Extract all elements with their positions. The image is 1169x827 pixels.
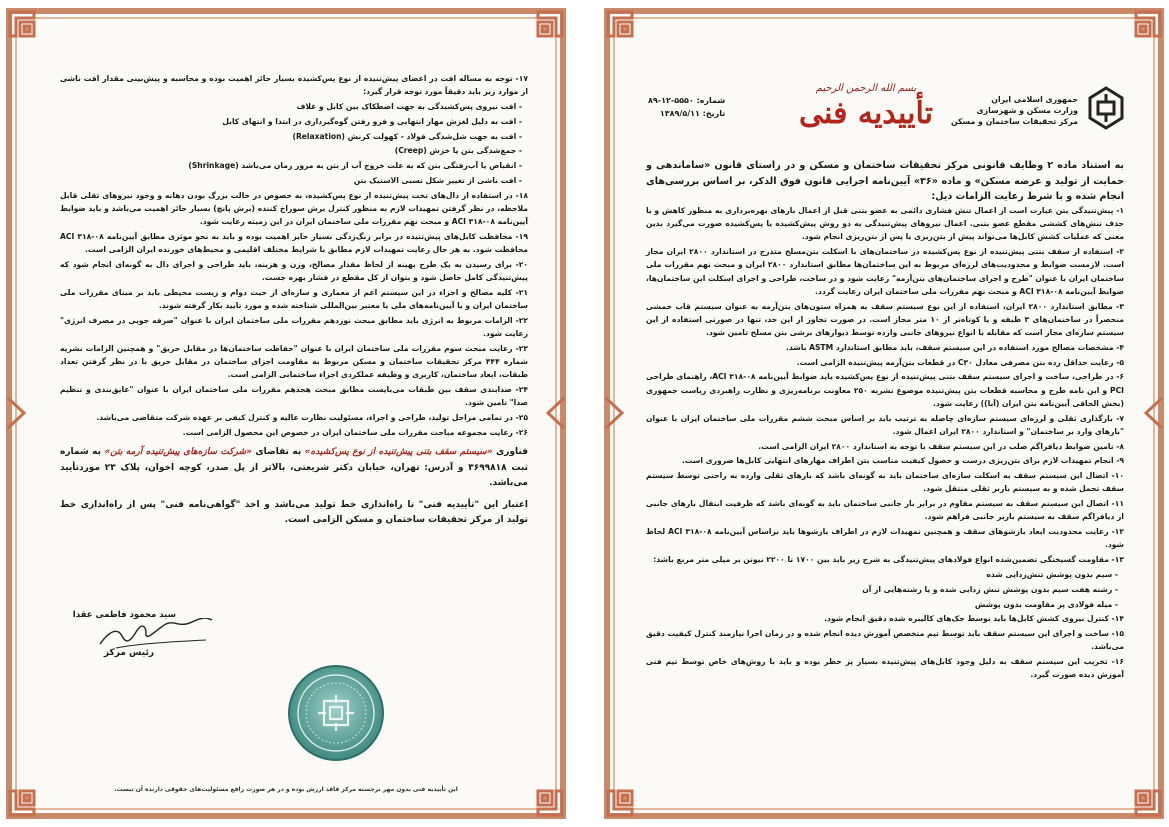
requirement-item: ۲۳- رعایت مبحث سوم مقررات ملی ساختمان ایران با عنوان "حفاظت ساختمان‌ها در مقابل حریق" و همچنین الزامات نشریه شماره ۴۴۴ مرکز تحقیقات ساختمان و مسکن مربوط به مقاومت اجزای ساختمان در مقابل حریق با در نظر گرفتن تعداد طبقات، ابعاد ساختمان، کاربری و وظیفه عملکردی اجزاء ساختمانی الزامی است.	[60, 343, 528, 380]
product-name: «سیستم سقف بتنی پیش‌تنیده از نوع پس‌کشیده»	[304, 447, 493, 458]
document-number: شماره: ۵۵۵۰-۱۲-۸۹	[648, 96, 726, 105]
footnote: این تأییدیه فنی بدون مهر برجسته مرکز فاقد ارزش بوده و در هر صورت رافع مسئولیت‌های حقوقی دارنده آن نیست.	[114, 786, 458, 793]
requirement-item: ۹- انجام تمهیدات لازم برای بتن‌ریزی درست و حصول کیفیت مناسب بتن اطراف مهارهای انتهایی کابل‌ها ضروری است.	[681, 456, 1124, 466]
requirement-item: ۱۷- توجه به مساله افت در اعضای پیش‌تنیده از نوع پس‌کشیده بسیار حائز اهمیت بوده و محاسبه و پیش‌بینی مقدار افت ناشی از موارد زیر باید دقیقاً مورد توجه قرار گیرد:	[60, 74, 528, 97]
company-name: «شرکت سازه‌های پیش‌تنیده آرمه بتن»	[104, 447, 252, 458]
corner-ornament-icon	[1118, 8, 1164, 54]
requirement-item: ۷- بارگذاری ثقلی و لرزه‌ای سیستم سازه‌ای چاصله به ترتیب باید بر اساس مبحث ششم مقررات ملی ساختمان ایران با عنوان "بارهای وارد بر ساختمان" و استاندارد ۲۸۰۰ ایران اعمال شود.	[646, 413, 1124, 436]
side-ornament-icon	[604, 396, 626, 430]
requirement-item: ۲۰- برای رسیدن به یک طرح بهینه از لحاظ مقدار مصالح، وزن و هزینه، باید طراحی و اجرای دال به گونه‌ای انجام شود که پیش‌تنیدگی کامل حاصل شود و بتوان از کل مقطع در فشار بهره جست.	[60, 259, 528, 283]
requirement-item: ۲۵- در تمامی مراحل تولید، طراحی و اجراء، مسئولیت نظارت عالیه و کنترل کیفی بر عهده شرکت متقاضی می‌باشد.	[96, 413, 528, 423]
embossed-seal-icon	[286, 663, 386, 763]
corner-ornament-icon	[604, 773, 650, 819]
requirement-subitem: - انقباض یا آب‌رفتگی بتن که به علت خروج آب از بتن به مرور زمان می‌باشد (Shrinkage)	[188, 161, 522, 171]
requirements-list	[646, 204, 1124, 683]
requirement-item: ۱- پیش‌تنیدگی بتن عبارت است از اعمال تنش فشاری دائمی به عضو بتنی قبل از اعمال بارهای بهره‌برداری به منظور کاهش و یا حذف تنش‌های کششی مقطع عضو بتنی. اعمال نیروهای پیش‌تنیدگی به دو روش پیش‌کشیده یا پس‌کشیده صورت می‌گیرد بدین معنی که عملیات کشش کابل‌ها می‌تواند پیش از بتن‌ریزی یا پس از بتن‌ریزی انجام شود.	[646, 206, 1124, 242]
side-ornament-icon	[544, 396, 566, 430]
side-ornament-icon	[6, 396, 28, 430]
corner-ornament-icon	[604, 8, 650, 54]
requirement-item: ۱۳- مقاومت گسیختگی تضمین‌شده انواع فولادهای پیش‌تنیدگی به شرح زیر باید بین ۱۷۰۰ تا ۲۲۰۰ نیوتن بر میلی متر مربع باشد:	[653, 555, 1124, 565]
org-line: وزارت مسکن و شهرسازی	[976, 106, 1078, 115]
requirement-item: ۶- در طراحی، ساخت و اجرای سیستم سقف بتنی پیش‌تنیده از نوع پس‌کشیده باید ضوابط آیین‌نامه ACI ۳۱۸-۰۸، راهنمای طراحی PCI و این نامه طرح و محاسبه قطعات بتن پیش‌تنیده موضوع نشریه ۲۵۰ معاونت برنامه‌ریزی و نظارت راهبردی ریاست جمهوری (بخش الحاقی آیین‌نامه بتن ایران (آبا)) رعایت شود.	[646, 372, 1124, 408]
corner-ornament-icon	[520, 8, 566, 54]
requirement-item: ۲- استفاده از سقف بتنی پیش‌تنیده از نوع پس‌کشیده در ساختمان‌های با اسکلت بتن‌مسلح متدرج در استاندارد ۲۸۰۰ ایران مجاز است. لازمست ضوابط و محدودیت‌های لرزه‌ای مربوط به این ساختمان‌ها مطابق استاندارد ۲۸۰۰ ایران و مبحث نهم مقررات ملی ساختمان ایران با عنوان "طرح و اجرای ساختمان‌های بتن‌آرمه" رعایت شود و در ساخت، طراحی و اجرای اسکلت این ساختمان‌ها، ضوابط آیین‌نامه ACI ۳۱۸-۰۸ و مبحث نهم مقررات ملی ساختمان ایران رعایت گردد.	[646, 247, 1125, 296]
requirement-subitem: - افت نیروی پس‌کشیدگی به جهت اصطکاک بین کابل و غلاف	[296, 102, 522, 111]
requirement-item: ۲۱- کلیه مصالح و اجزاء در این سیستم اعم از معماری و سازه‌ای از حیث دوام و زیست محیطی باید بر مبنای مقررات ملی ساختمان ایران و یا آیین‌نامه‌های ملی یا معتبر بین‌المللی شناخته شده و مورد تایید بکار گرفته شوند.	[60, 287, 528, 311]
document-page-1	[604, 8, 1164, 819]
requirement-subitem: - میله فولادی پر مقاومت بدون پوشش	[974, 599, 1118, 609]
requirement-item: ۱۴- کنترل نیروی کشش کابل‌ها باید توسط جک‌های کالیبره شده دقیق انجام شود.	[824, 614, 1124, 624]
document-date: تاریخ: ۱۳۸۹/۵/۱۱	[659, 109, 726, 118]
product-details: به شماره ثبت ۳۶۹۹۸۱۸ و آدرس: تهران، خیابان دکتر شریعتی، بالاتر از پل صدر، کوچه اخوان، پلاک ۲۳ موردتأیید می‌باشد.	[60, 447, 528, 489]
corner-ornament-icon	[1118, 773, 1164, 819]
corner-ornament-icon	[6, 8, 52, 54]
signer-name: سید محمود فاطمی عقدا	[72, 610, 176, 620]
document-page-2	[6, 8, 566, 819]
requirement-item: ۸- تامین ضوابط دیافراگم صلب در این سیستم سقف با توجه به استاندارد ۲۸۰۰ ایران الزامی است.	[758, 441, 1124, 451]
requirement-subitem: - افت به دلیل لغزش مهار انتهایی و فرو رفتن گوه‌گیرداری در ابتدا و انتهای کابل	[222, 116, 522, 126]
requirement-item: ۱۱- اتصال این سیستم سقف به سیستم مقاوم در برابر بار جانبی ساختمان باید به گونه‌ای باشد که ظرفیت انتقال بارهای جانبی از دیافراگم سقف به سیستم باربر جانبی فراهم شود.	[646, 499, 1124, 522]
corner-ornament-icon	[6, 773, 52, 819]
requirements-continued	[60, 72, 528, 530]
basmala: بسم الله الرحمن الرحیم	[815, 83, 917, 94]
document-meta	[648, 94, 725, 120]
requirement-item: ۱۸- در استفاده از دال‌های تخت پیش‌تنیده از نوع پس‌کشیده، به خصوص در حالت بزرگ بودن دهانه و وجود نیروهای ثقلی قابل ملاحظه، در نظر گرفتن تمهیدات لازم به منظور کنترل برش سوراخ کننده (برش پانچ) بسیار حائز اهمیت می‌باشد و باید ضوابط آیین‌نامه ACI ۳۱۸-۰۸ و مبحث نهم مقررات ملی ساختمان ایران در این زمینه رعایت شود.	[60, 190, 528, 227]
corner-ornament-icon	[520, 773, 566, 819]
intro-paragraph: به استناد ماده ۲ وظایف قانونی مرکز تحقیقات ساختمان و مسکن و در راستای قانون «ساماندهی و حمایت از تولید و عرضه مسکن» و ماده «۳۶» آیین‌نامه اجرایی قانون فوق الذکر، بر اساس بررسی‌های انجام شده و با شرط رعایت الزامات ذیل:	[646, 160, 1124, 202]
requirement-item: ۲۲- الزامات مربوط به انرژی باید مطابق مبحث نوزدهم مقررات ملی ساختمان ایران با عنوان "صرفه جویی در مصرف انرژی" رعایت شود.	[60, 315, 528, 339]
requirement-item: ۱۰- اتصال این سیستم سقف به اسکلت سازه‌ای ساختمان باید به گونه‌ای باشد که بارهای ثقلی وارده به راحتی توسط سیستم سقف تحمل شده و به سیستم باربر ثقلی منتقل شود.	[646, 471, 1124, 494]
org-line: جمهوری اسلامی ایران	[991, 95, 1078, 104]
title-block	[776, 82, 956, 132]
requirement-subitem: - رشته هفت سیم بدون پوشش تنش زدایی شده و یا رشته‌هایی از آن	[862, 584, 1118, 594]
approval-statement	[60, 445, 528, 492]
requirement-item: ۱۹- محافظت کابل‌های پیش‌تنیده در برابر زنگ‌زدگی بسیار حایز اهمیت بوده و باید به نحو موثری مطابق آیین‌نامه ACI ۳۱۸-۰۸ محافظت شود. به هر حال رعایت تمهیدات لازم مطابق با شرایط مختلف اقلیمی و محیط‌های خورنده ایران الزامی است.	[60, 231, 528, 255]
side-ornament-icon	[1142, 396, 1164, 430]
requirement-item: ۳- مطابق استاندارد ۲۸۰۰ ایران، استفاده از این نوع سیستم سقف به همراه ستون‌های بتن‌آرمه به عنوان سیستم قاب خمشی منحصراً در ساختمان‌های ۳ طبقه و یا کوتاه‌تر از ۱۰ متر مجاز است. در صورت تجاوز از این حد، تنها در صورتی استفاده از این سیستم سازه‌ای مجاز است که مقابله با انواع نیروهای جانبی وارده توسط دیوارهای برشی بتن مسلح تامین شود.	[646, 301, 1124, 338]
requirement-subitem: - سیم بدون پوشش تنش‌زدایی شده	[986, 570, 1118, 579]
requirement-subitem: - جمع‌شدگی بتن یا خزش (Creep)	[394, 146, 522, 156]
ministry-logo-icon	[1086, 86, 1126, 130]
signature-icon	[96, 618, 216, 652]
requirement-item: ۲۴- صدابندی سقف بین طبقات می‌بایست مطابق مبحث هجدهم مقررات ملی ساختمان ایران با عنوان "عایق‌بندی و تنظیم صدا" تامین شود.	[60, 385, 528, 408]
requirement-item: ۱۵- ساخت و اجرای این سیستم سقف باید توسط تیم متخصص آموزش دیده انجام شده و در زمان اجرا نیازمند کنترل کیفیت دقیق می‌باشد.	[646, 629, 1124, 652]
validity-statement: اعتبار این "تأییدیه فنی" تا راه‌اندازی خط تولید می‌باشد و اخذ "گواهی‌نامه فنی" پس از راه‌اندازی خط تولید از مرکز تحقیقات ساختمان و مسکن الزامی است.	[60, 499, 528, 526]
signer-title: رئیس مرکز	[103, 648, 154, 658]
requirement-item: ۵- رعایت حداقل رده بتن مصرفی معادل C۳۰ در قطعات بتن‌آرمه پیش‌تنیده الزامی است.	[796, 357, 1124, 367]
document-title: تأییدیه فنی	[799, 96, 933, 131]
requirement-item: ۱۶- تخریب این سیستم سقف به دلیل وجود کابل‌های پیش‌تنیده بسیار پر خطر بوده و باید با روش‌های خاص توسط تیم فنی آموزش دیده صورت گیرد.	[646, 657, 1124, 680]
product-prefix: فناوری	[496, 447, 528, 458]
requirement-subitem: - افت ناشی از تغییر شکل نسبی الاستیک بتن	[353, 175, 522, 185]
requirement-subitem: - افت به جهت شل‌شدگی فولاد - کهولت کرنش (Relaxation)	[292, 131, 522, 141]
product-mid: به تقاضای	[255, 447, 302, 458]
org-line: مرکز تحقیقات ساختمان و مسکن	[950, 117, 1078, 126]
requirement-item: ۲۶- رعایت مجموعه مباحث مقررات ملی ساختمان ایران در خصوص این محصول الزامی است.	[182, 427, 528, 437]
organization-header	[951, 94, 1078, 127]
requirement-item: ۴- مشخصات مصالح مورد استفاده در این سیستم سقف، باید مطابق استاندارد ASTM باشد.	[785, 342, 1124, 352]
requirement-item: ۱۲- رعایت محدودیت ابعاد بازشوهای سقف و همچنین تمهیدات لازم در اطراف بازشوها باید براساس آیین‌نامه ACI ۳۱۸-۰۸ لحاظ شود.	[646, 527, 1124, 550]
